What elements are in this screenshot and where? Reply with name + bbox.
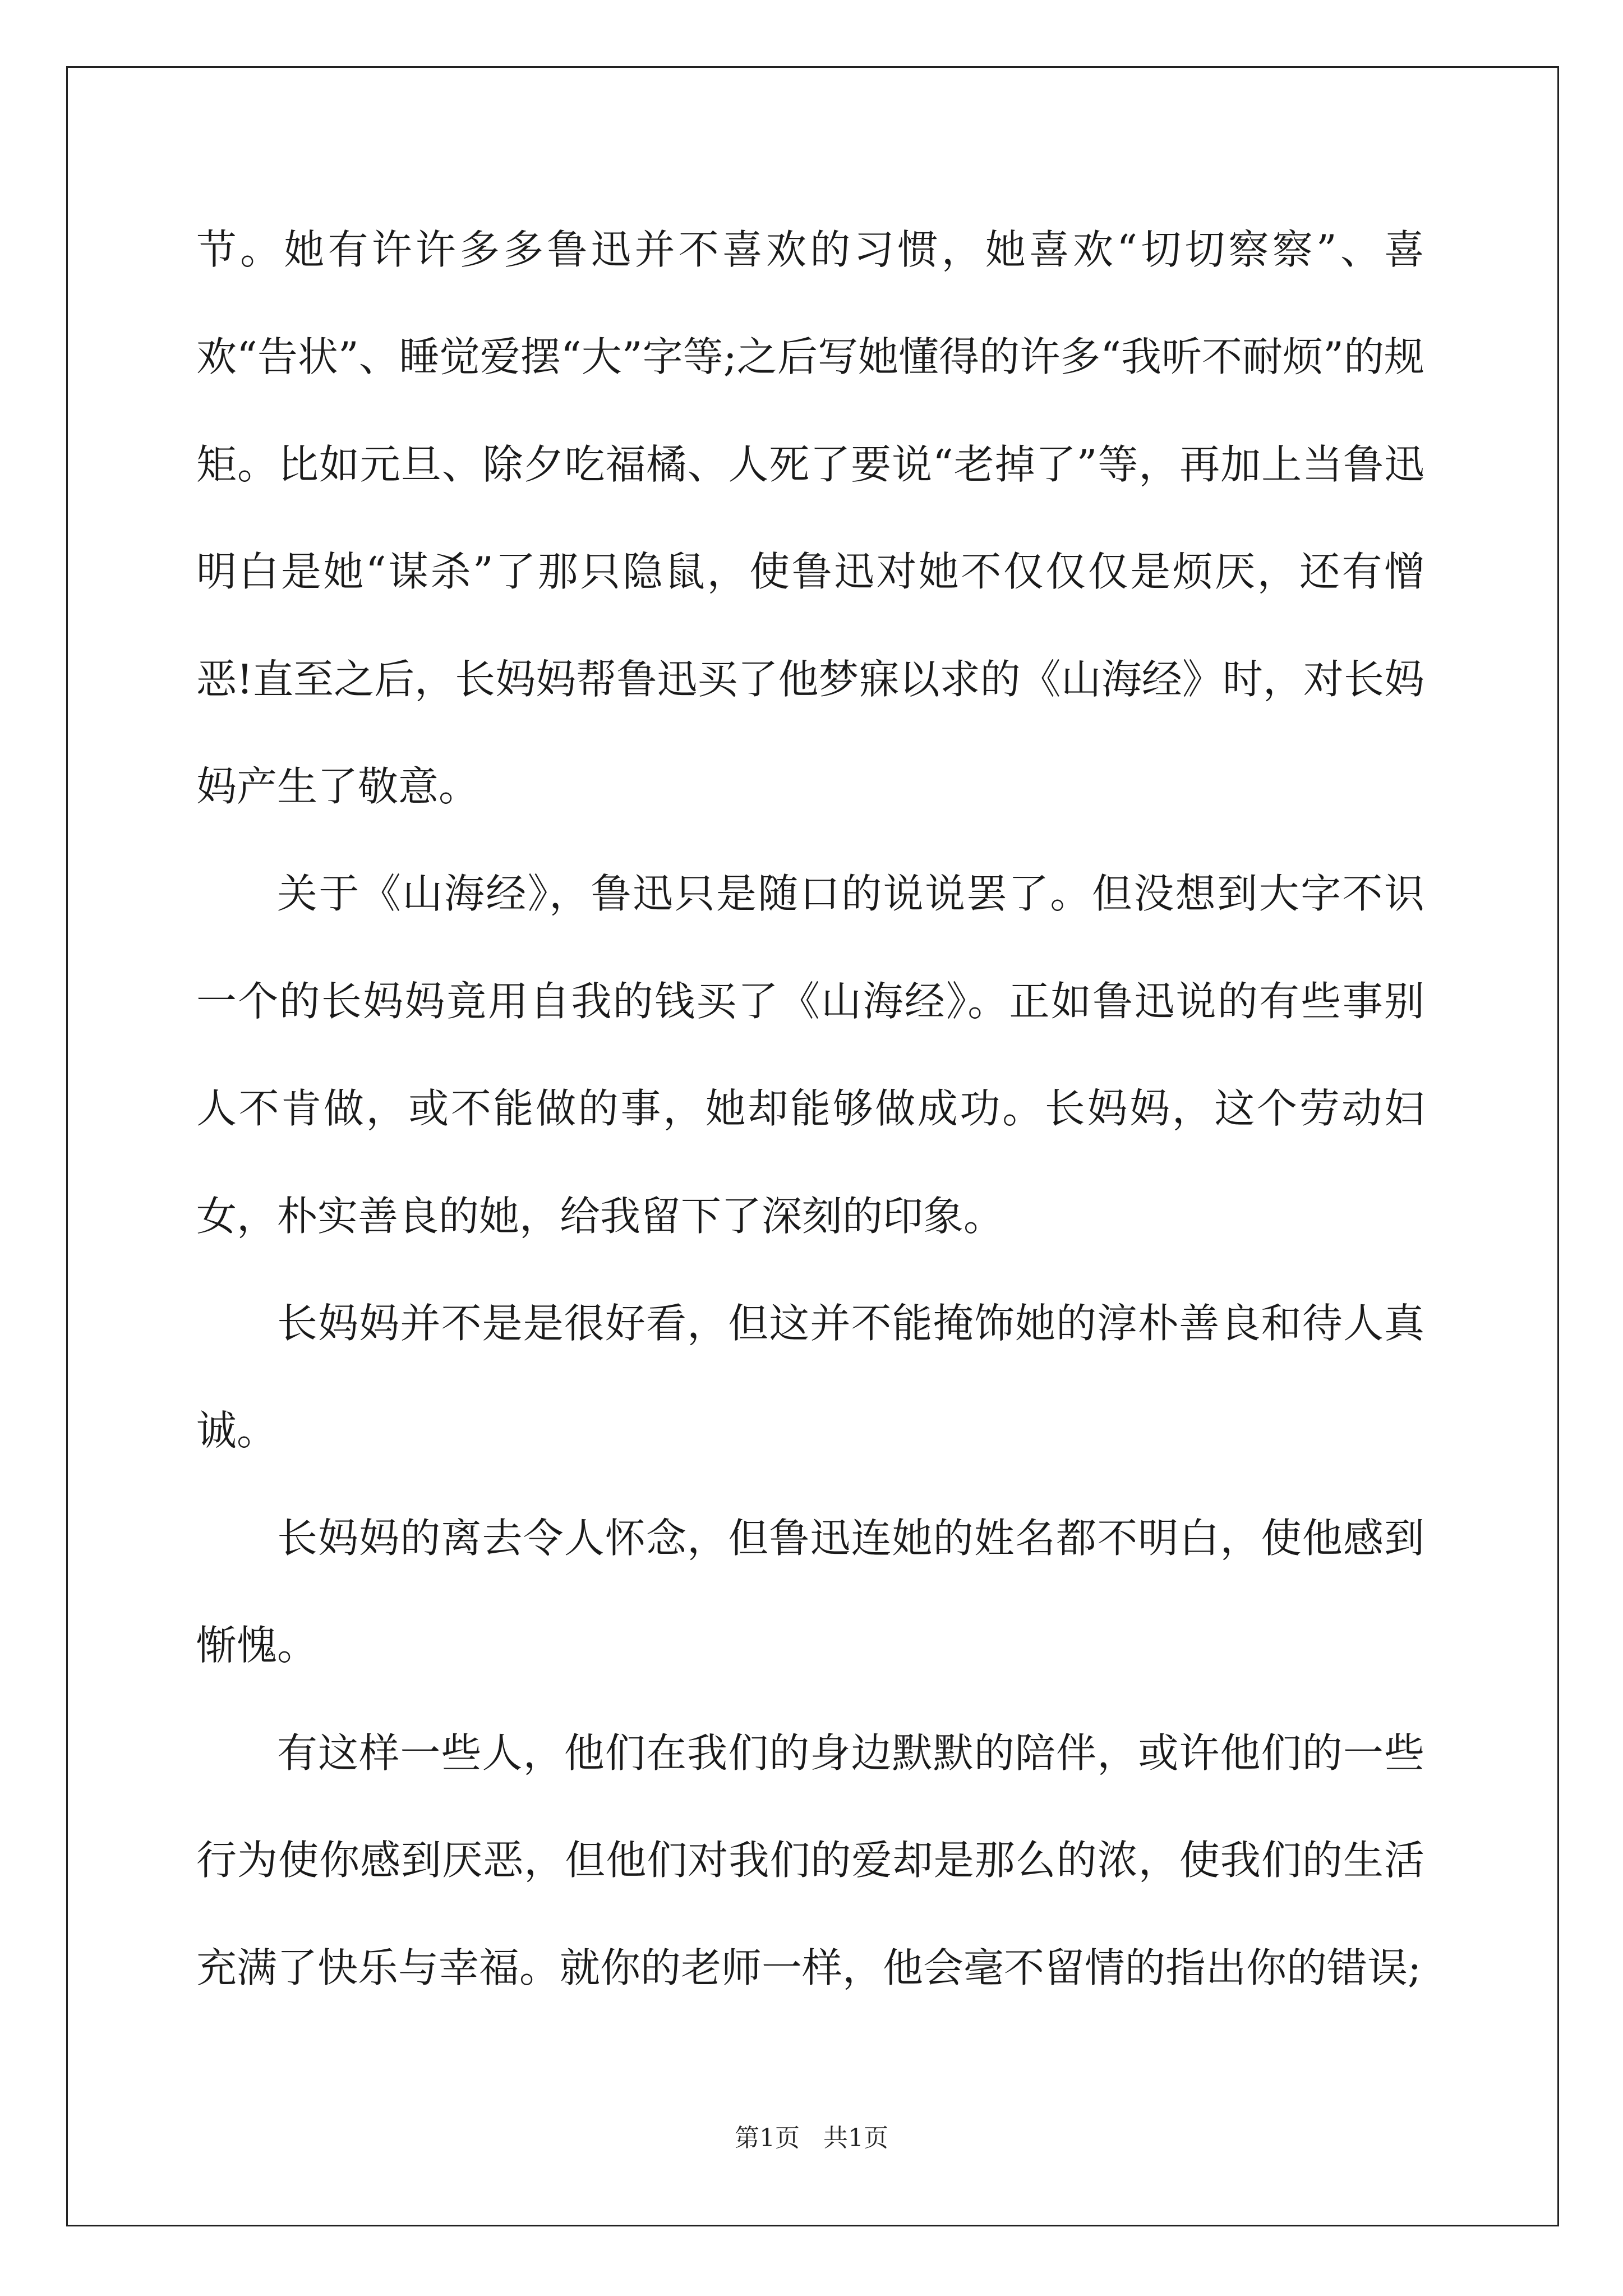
paragraph-2: 关于《山海经》，鲁迅只是随口的说说罢了。但没想到大字不识一个的长妈妈竟用自我的钱买了《山海经》。正如鲁迅说的有些事别人不肯做，或不能做的事，她却能够做成功。长妈妈，这个劳动妇女，朴实善良的她，给我留下了深刻的印象。 <box>196 870 1424 1240</box>
document-body <box>196 196 1424 2022</box>
paragraph-4: 长妈妈的离去令人怀念，但鲁迅连她的姓名都不明白，使他感到惭愧。 <box>196 1514 1424 1669</box>
paragraph-3: 长妈妈并不是是很好看，但这并不能掩饰她的淳朴善良和待人真诚。 <box>196 1300 1424 1455</box>
page-number-footer: 第1页 共1页 <box>735 2124 888 2152</box>
paragraph-1: 节。她有许许多多鲁迅并不喜欢的习惯，她喜欢“切切察察”、喜欢“告状”、睡觉爱摆“大”字等;之后写她懂得的许多“我听不耐烦”的规矩。比如元旦、除夕吃福橘、人死了要说“老掉了”等，再加上当鲁迅明白是她“谋杀”了那只隐鼠，使鲁迅对她不仅仅仅是烦厌，还有憎恶!直至之后，长妈妈帮鲁迅买了他梦寐以求的《山海经》时，对长妈妈产生了敬意。 <box>196 226 1424 811</box>
paragraph-5: 有这样一些人，他们在我们的身边默默的陪伴，或许他们的一些行为使你感到厌恶，但他们对我们的爱却是那么的浓，使我们的生活充满了快乐与幸福。就你的老师一样，他会毫不留情的指出你的错误; <box>196 1729 1424 1991</box>
